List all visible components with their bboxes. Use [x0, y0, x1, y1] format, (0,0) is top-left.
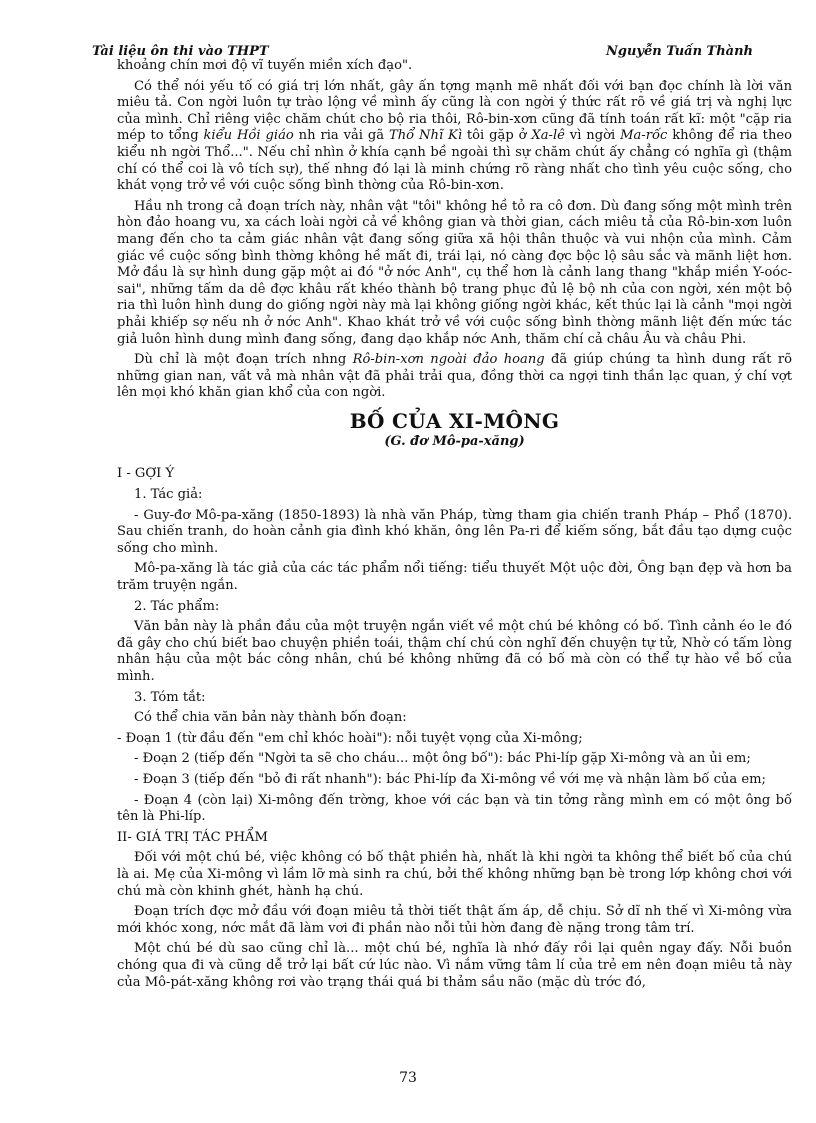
text-run: Có thể nói yếu tố có giá trị lớn nhất, gây ấn tợng mạnh mẽ nhất đối với bạn đọc chính là lời văn miêu tả. Con ngời luôn tự trào lộng về mình ấy cũng là con ngời ý thức rất rõ về giá trị và nghị lực của mình. Chỉ riêng việc chăm chút cho bộ ria thôi, Rô-bin-xơn cũng đã tính toán rất kĩ: một "cặp ria mép to tổng — [117, 78, 792, 144]
document-body — [117, 58, 792, 995]
italic-run: kiểu Hồi giáo — [203, 128, 294, 144]
section-1-paragraph: - Guy-đơ Mô-pa-xăng (1850-1893) là nhà văn Pháp, từng tham gia chiến tranh Pháp – Phổ (1870). Sau chiến tranh, do hoàn cảnh gia đình khó khăn, ông lên Pa-ri để kiếm sống, bắt đầu tạo dựng cuộc sống cho mình. — [117, 507, 792, 556]
text-run: vì ngời — [564, 128, 621, 144]
section-2-paragraph: Một chú bé dù sao cũng chỉ là... một chú bé, nghĩa là nhớ đấy rồi lại quên ngay đấy. Nỗi buồn chóng qua đi và cũng dễ trở lại bất cứ lúc nào. Vì nắm vững tâm lí của trẻ em nên đoạn miêu tả này của Mô-pát-xăng không rơi vào trạng thái quá bi thảm sầu não (mặc dù trớc đó, — [117, 941, 792, 990]
intro-paragraph-2: Hầu nh trong cả đoạn trích này, nhân vật "tôi" không hề tỏ ra cô đơn. Dù đang sống một mình trên hòn đảo hoang vu, xa cách loài ngời cả về không gian và thời gian, cách miêu tả của Rô-bin-xơn luôn mang đến cho ta cảm giác nhân vật đang sống giữa xã hội thân thuộc và vui nhộn của mình. Cảm giác về cuộc sống bình thờng không hề mất đi, trái lại, nó càng đợc bộc lộ sâu sắc và mãnh liệt hơn. Mở đầu là sự hình dung gặp một ai đó "ở nớc Anh", cụ thể hơn là cảnh lang thang "khắp miền Y-oóc-sai", những tấm da dê đợc khâu rất khéo thành bộ trang phục đủ lệ bộ nh của con ngời, xén một bộ ria thì luôn hình dung do giống ngời này mà lại không giống ngời khác, kết thúc lại là cảnh "mọi ngời phải khiếp sợ nếu nh ở nớc Anh". Khao khát trở về với cuộc sống bình thờng mãnh liệt đến mức tác giả luôn hình dung mình đang sống, đang dạo khắp nớc Anh, thăm chí cả châu Âu và châu Phi. — [117, 198, 792, 347]
text-run: không để ria theo kiểu nh ngời Thổ...". Nếu chỉ nhìn ở khía cạnh bề ngoài thì sự chăm chút ấy chẳng có nghĩa gì (thậm chí có thể coi là vô tích sự), thế nhng đó lại là minh chứng rõ ràng nhất cho tình yêu cuộc sống, cho khát vọng trở về với cuộc sống bình thờng của Rô-bin-xơn. — [117, 128, 793, 194]
intro-paragraph-1 — [117, 79, 792, 195]
italic-run: Rô-bin-xơn ngoài đảo hoang — [352, 352, 545, 368]
intro-paragraph-0: khoảng chín mơi độ vĩ tuyến miền xích đạo". — [117, 58, 413, 73]
summary-item: - Đoạn 2 (tiếp đến "Ngời ta sẽ cho cháu... một ông bố"): bác Phi-líp gặp Xi-mông và an ủi em; — [134, 751, 751, 767]
text-run: nh ria vải gã — [293, 128, 389, 144]
italic-run: Xa-lê — [531, 128, 565, 144]
text-run: đã giúp chúng ta hình dung rất rõ những gian nan, vất vả mà nhân vật đã phải trải qua, đồng thời ca ngợi tinh thần lạc quan, ý chí vợt lên mọi khó khăn gian khổ của con ngời. — [117, 352, 792, 401]
section-1-paragraph: Văn bản này là phần đầu của một truyện ngắn viết về một chú bé không có bố. Tình cảnh éo le đó đã gây cho chú biết bao chuyện phiền toái, thậm chí chú còn nghĩ đến chuyện tự tử, Nhờ có tấm lòng nhân hậu của một bác công nhân, chú bé không những đã có bố mà còn có thể tự hào về bố của mình. — [117, 619, 792, 684]
italic-run: Ma-rốc — [620, 128, 668, 144]
section-2-heading: II- GIÁ TRỊ TÁC PHẨM — [117, 829, 268, 845]
page-number: 73 — [399, 1070, 417, 1086]
text-run: tôi gặp ở — [462, 128, 532, 144]
section-2-paragraph: Đoạn trích đợc mở đầu với đoạn miêu tả thời tiết thật ấm áp, dễ chịu. Sở dĩ nh thế vì Xi-mông vừa mới khóc xong, nớc mắt đã làm vơi đi phần nào nỗi tủi hờn đang đè nặng trong tâm trí. — [117, 904, 792, 936]
section-1-subheading-author: 1. Tác giả: — [134, 487, 203, 503]
header-right: Nguyễn Tuấn Thành — [606, 44, 754, 59]
text-run: Dù chỉ là một đoạn trích nhng — [134, 352, 353, 368]
section-1-paragraph: Có thể chia văn bản này thành bốn đoạn: — [134, 710, 407, 726]
summary-item: - Đoạn 1 (từ đầu đến "em chỉ khóc hoài"): nỗi tuyệt vọng của Xi-mông; — [117, 730, 583, 746]
section-1-paragraph: Mô-pa-xăng là tác giả của các tác phẩm nổi tiếng: tiểu thuyết Một uộc đời, Ông bạn đẹp và hơn ba trăm truyện ngắn. — [117, 561, 792, 594]
summary-item: - Đoạn 4 (còn lại) Xi-mông đến trờng, khoe với các bạn và tin tởng rằng mình em có một ông bố tên là Phi-líp. — [117, 792, 792, 825]
page-title: BỐ CỦA XI-MÔNG — [349, 408, 560, 433]
summary-item: - Đoạn 3 (tiếp đến "bỏ đi rất nhanh"): bác Phi-líp đa Xi-mông về với mẹ và nhận làm bố của em; — [134, 771, 766, 787]
section-1-subheading-work: 2. Tác phẩm: — [134, 598, 220, 614]
section-2-paragraph: Đối với một chú bé, việc không có bố thật phiền hà, nhất là khi ngời ta không thể biết bố của chú là ai. Mẹ của Xi-mông vì lầm lỡ mà sinh ra chú, bởi thế không những bạn bè trong lớp không chơi với chú mà còn khinh ghét, hành hạ chú. — [117, 850, 792, 899]
section-1-subheading-summary: 3. Tóm tắt: — [134, 689, 206, 705]
header-left: Tài liệu ôn thi vào THPT — [92, 44, 269, 59]
section-1-heading: I - GỢI Ý — [117, 466, 175, 482]
italic-run: Thổ Nhĩ Kì — [388, 128, 463, 144]
page-subtitle: (G. đơ Mô-pa-xăng) — [384, 433, 525, 449]
intro-paragraph-3 — [117, 352, 792, 402]
